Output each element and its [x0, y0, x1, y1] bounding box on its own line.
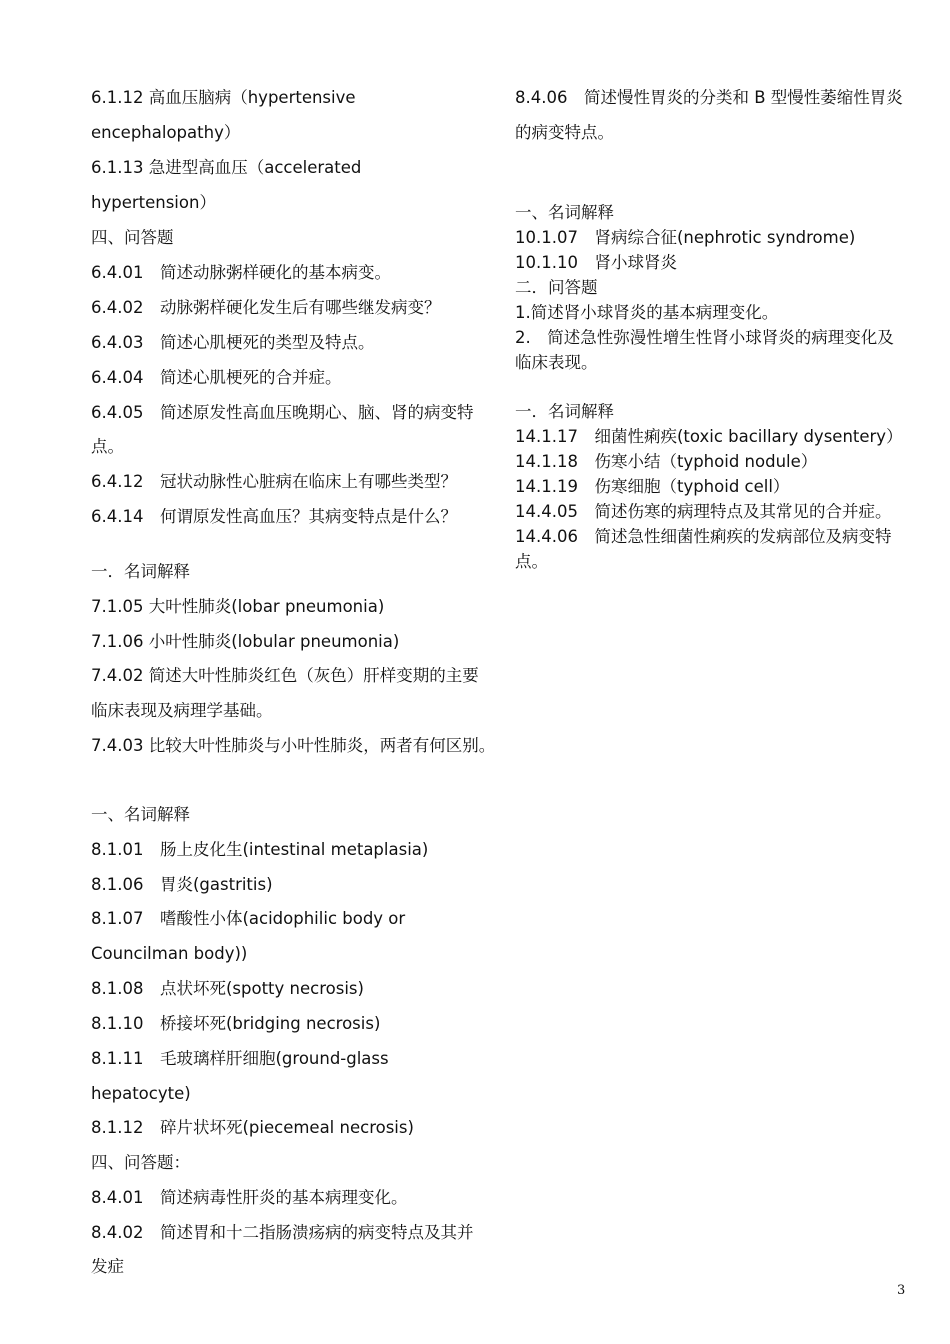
text-line: Councilman body)) [91, 944, 248, 963]
text-line: 6.1.12 高血压脑病（hypertensive [91, 88, 356, 107]
section-heading: 一．名词解释 [91, 562, 190, 581]
text-line: 10.1.07 肾病综合征(nephrotic syndrome) [515, 228, 856, 247]
text-line: 6.4.12 冠状动脉性心脏病在临床上有哪些类型？ [91, 472, 457, 491]
section-heading: 四、问答题 [91, 228, 174, 247]
text-line: 14.1.19 伤寒细胞（typhoid cell） [515, 477, 790, 496]
text-line: hypertension） [91, 193, 216, 212]
text-line: 8.1.10 桥接坏死(bridging necrosis) [91, 1014, 381, 1033]
section-heading: 二．问答题 [515, 278, 598, 297]
text-line: 的病变特点。 [515, 123, 614, 142]
text-line: 8.1.06 胃炎(gastritis) [91, 875, 273, 894]
text-line: 6.4.03 简述心肌梗死的类型及特点。 [91, 333, 375, 352]
text-line: 14.1.18 伤寒小结（typhoid nodule） [515, 452, 818, 471]
text-line: 7.1.05 大叶性肺炎(lobar pneumonia) [91, 597, 385, 616]
text-line: 14.4.06 简述急性细菌性痢疾的发病部位及病变特 [515, 527, 892, 546]
text-line: 6.4.01 简述动脉粥样硬化的基本病变。 [91, 263, 391, 282]
text-line: 7.4.03 比较大叶性肺炎与小叶性肺炎，两者有何区别。 [91, 736, 496, 755]
text-line: hepatocyte) [91, 1084, 191, 1103]
text-line: 14.1.17 细菌性痢疾(toxic bacillary dysentery） [515, 427, 903, 446]
text-line: 点。 [91, 437, 124, 456]
text-line: 8.4.02 简述胃和十二指肠溃疡病的病变特点及其并 [91, 1223, 474, 1242]
text-line: 8.1.08 点状坏死(spotty necrosis) [91, 979, 364, 998]
text-line: 14.4.05 简述伤寒的病理特点及其常见的合并症。 [515, 502, 892, 521]
text-line: 6.4.14 何谓原发性高血压？其病变特点是什么？ [91, 507, 457, 526]
section-heading: 一．名词解释 [515, 402, 614, 421]
text-line: 6.1.13 急进型高血压（accelerated [91, 158, 362, 177]
section-heading: 一、名词解释 [515, 203, 614, 222]
section-heading: 一、名词解释 [91, 805, 190, 824]
text-line: 8.4.01 简述病毒性肝炎的基本病理变化。 [91, 1188, 408, 1207]
text-line: 临床表现。 [515, 353, 598, 372]
text-line: 发症 [91, 1257, 124, 1276]
text-line: 10.1.10 肾小球肾炎 [515, 253, 677, 272]
page-number: 3 [897, 1283, 906, 1298]
text-line: 临床表现及病理学基础。 [91, 701, 273, 720]
text-line: 6.4.02 动脉粥样硬化发生后有哪些继发病变？ [91, 298, 441, 317]
text-line: 8.4.06 简述慢性胃炎的分类和 B 型慢性萎缩性胃炎 [515, 88, 903, 107]
text-line: 2. 简述急性弥漫性增生性肾小球肾炎的病理变化及 [515, 328, 894, 347]
section-heading: 四、问答题： [91, 1153, 190, 1172]
text-line: 6.4.04 简述心肌梗死的合并症。 [91, 368, 342, 387]
text-line: 6.4.05 简述原发性高血压晚期心、脑、肾的病变特 [91, 403, 474, 422]
text-line: 1.简述肾小球肾炎的基本病理变化。 [515, 303, 779, 322]
text-line: 8.1.11 毛玻璃样肝细胞(ground-glass [91, 1049, 389, 1068]
text-line: encephalopathy） [91, 123, 241, 142]
text-line: 7.1.06 小叶性肺炎(lobular pneumonia) [91, 632, 400, 651]
text-line: 8.1.07 嗜酸性小体(acidophilic body or [91, 909, 406, 928]
text-line: 8.1.01 肠上皮化生(intestinal metaplasia) [91, 840, 429, 859]
text-line: 点。 [515, 552, 548, 571]
text-line: 7.4.02 简述大叶性肺炎红色（灰色）肝样变期的主要 [91, 666, 479, 685]
text-line: 8.1.12 碎片状坏死(piecemeal necrosis) [91, 1118, 414, 1137]
